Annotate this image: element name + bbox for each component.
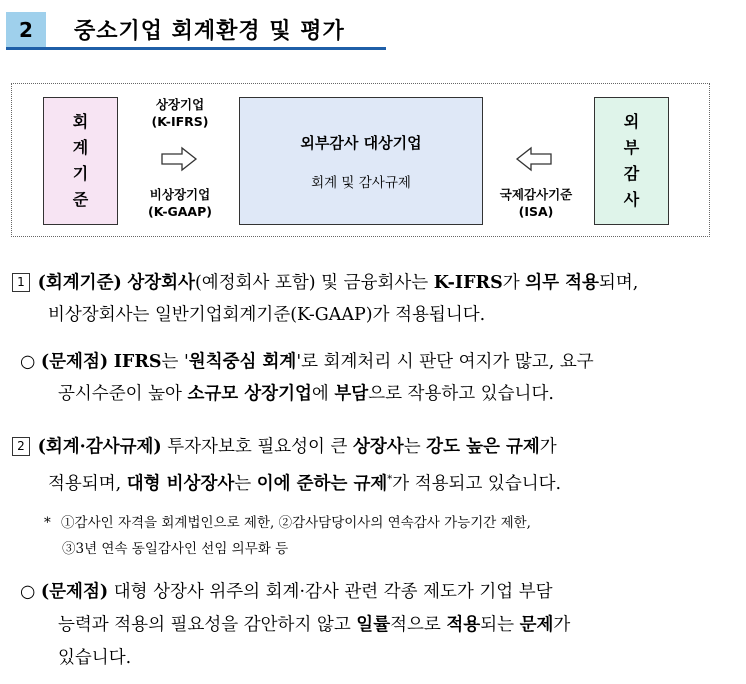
text: 되며, <box>598 273 639 293</box>
accounting-standard-char: 계 <box>72 138 89 157</box>
item-number-box: 1 <box>12 273 30 292</box>
unlisted-label-standard: (K-GAAP) <box>148 204 212 219</box>
text: 소규모 상장기업 <box>187 384 312 404</box>
text: 투자자보호 필요성이 큰 <box>161 437 353 457</box>
paragraph-audit-regulation-line2 <box>48 465 561 499</box>
text: (예정회사 포함) 및 금융회사는 <box>194 273 434 293</box>
text: 으로 작용하고 있습니다. <box>368 384 554 404</box>
audit-target-title: 외부감사 대상기업 <box>300 133 422 152</box>
title-underline <box>6 47 386 50</box>
text: 능력과 적용의 필요성을 감안하지 않고 <box>58 615 357 635</box>
text: 대형 상장사 위주의 회계·감사 관련 각종 제도가 기업 부담 <box>108 582 553 602</box>
issue-uniform-regulation-line3: 있습니다. <box>58 648 132 668</box>
footnote <box>44 511 531 535</box>
text: (회계·감사규제) <box>37 437 162 457</box>
section-number: 2 <box>6 12 46 48</box>
paragraph-audit-regulation <box>12 432 557 462</box>
audit-standard-label-code: (ISA) <box>518 204 554 219</box>
external-audit-char: 외 <box>623 112 640 131</box>
right-arrow-icon <box>160 146 198 172</box>
footnote-line2: ③3년 연속 동일감사인 선임 의무화 등 <box>62 541 289 557</box>
text: 대형 비상장사 <box>126 473 235 494</box>
audit-standard-label <box>486 186 586 220</box>
text: '로 회계처리 시 판단 여지가 많고, 요구 <box>296 352 594 372</box>
text: 가 <box>539 437 557 457</box>
text: 가 적용되고 있습니다. <box>392 473 562 494</box>
issue-uniform-regulation-line2 <box>58 610 570 640</box>
accounting-standard-char: 회 <box>72 112 89 131</box>
accounting-standard-char: 기 <box>72 164 89 183</box>
bullet-icon: ○ <box>20 582 36 602</box>
external-audit-char: 사 <box>623 190 640 209</box>
text: K-IFRS <box>433 273 503 293</box>
text: (회계기준) <box>37 273 122 293</box>
left-arrow-icon <box>515 146 553 172</box>
text: 원칙중심 회계 <box>188 352 297 372</box>
text: (문제점) <box>40 582 109 602</box>
issue-ifrs <box>20 347 594 377</box>
audit-target-box <box>239 97 483 225</box>
accounting-standard-char: 준 <box>72 190 89 209</box>
audit-standard-label-text: 국제감사기준 <box>499 187 573 202</box>
text: 의무 적용 <box>525 273 599 293</box>
text: 이에 준하는 규제 <box>256 473 388 494</box>
external-audit-char: 감 <box>623 164 640 183</box>
text: 되는 <box>480 615 520 635</box>
unlisted-label-text: 비상장기업 <box>149 187 211 202</box>
audit-target-subtitle: 회계 및 감사규제 <box>311 174 411 191</box>
footnote-mark: * <box>387 474 393 485</box>
text: 상장사 <box>352 437 404 457</box>
text: 적용되며, <box>48 473 127 494</box>
listed-label-text: 상장기업 <box>155 97 205 112</box>
issue-ifrs-line2 <box>58 379 554 409</box>
text: 공시수준이 높아 <box>58 384 188 404</box>
footnote-line1: ①감사인 자격을 회계법인으로 제한, ②감사담당이사의 연속감사 가능기간 제한, <box>61 515 531 531</box>
paragraph-accounting-standard-line2: 비상장회사는 일반기업회계기준(K-GAAP)가 적용됩니다. <box>48 305 486 325</box>
text: 에 <box>311 384 335 404</box>
text: (문제점) <box>40 352 109 372</box>
text: 문제 <box>519 615 554 635</box>
bullet-icon: ○ <box>20 352 36 372</box>
text: 는 <box>403 437 427 457</box>
section-title: 중소기업 회계환경 및 평가 <box>74 19 345 44</box>
listed-label <box>138 96 222 130</box>
text: IFRS <box>113 352 162 372</box>
unlisted-label <box>132 186 228 220</box>
external-audit-box <box>594 97 669 225</box>
text: 부담 <box>334 384 369 404</box>
text: 는 ' <box>161 352 189 372</box>
text: 일률 <box>356 615 391 635</box>
text: 는 <box>234 473 257 494</box>
text: 가 <box>553 615 571 635</box>
paragraph-accounting-standard <box>12 268 638 298</box>
text: 가 <box>502 273 526 293</box>
accounting-standard-box <box>43 97 118 225</box>
text: 강도 높은 규제 <box>426 437 540 457</box>
diagram <box>11 83 710 237</box>
issue-uniform-regulation <box>20 577 553 607</box>
listed-label-standard: (K-IFRS) <box>151 114 209 129</box>
text: 적용 <box>446 615 481 635</box>
text: 상장회사 <box>127 273 195 293</box>
item-number-box: 2 <box>12 437 30 456</box>
external-audit-char: 부 <box>623 138 640 157</box>
text: 적으로 <box>390 615 447 635</box>
footnote-star: * <box>44 515 51 531</box>
